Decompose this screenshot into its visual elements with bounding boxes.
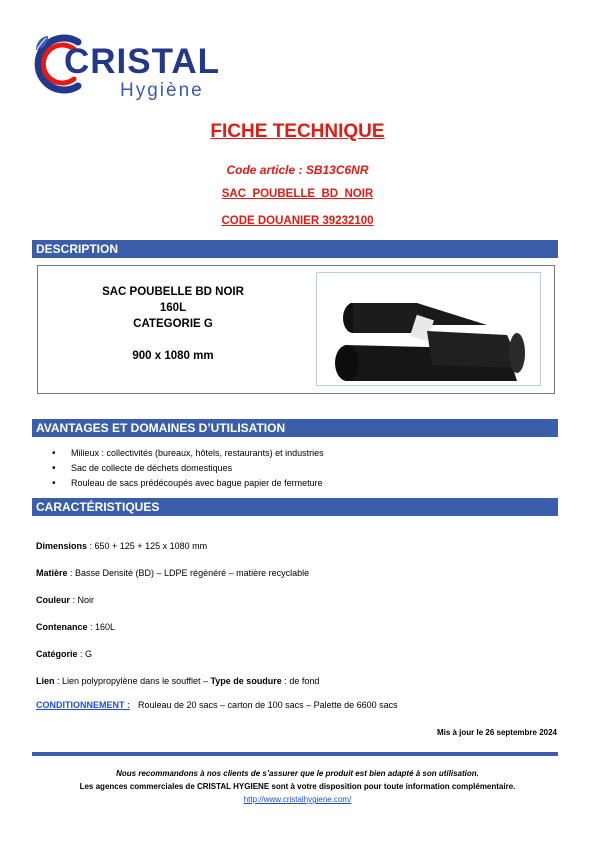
avantages-list [52,446,324,491]
spec-conditionnement [36,700,398,710]
spec-categorie [36,649,92,659]
spec-label: Couleur [36,595,71,605]
spec-label: Type de soudure [210,676,282,686]
list-item: • Milieux : collectivités (bureaux, hôtels, restaurants) et industries [52,446,324,461]
section-caracteristiques-heading: CARACTÉRISTIQUES [32,498,558,516]
description-line: CATEGORIE G [133,318,213,330]
footer-website-link[interactable]: http://www.cristalhygiene.com/ [243,795,352,804]
spec-label: Matière [36,568,68,578]
description-line: 160L [159,302,187,314]
spec-value: : 160L [87,622,116,632]
description-box [37,265,555,394]
description-text [38,284,308,364]
section-avantages-heading: AVANTAGES ET DOMAINES D’UTILISATION [32,419,558,437]
list-item: • Rouleau de sacs prédécoupés avec bague papier de fermeture [52,476,324,491]
customs-code: CODE DOUANIER 39232100 [221,215,374,227]
logo-brand: CRISTAL [64,42,221,81]
spec-matiere [36,568,309,578]
spec-value: : Noir [70,595,95,605]
trash-bag-roll-image [317,273,540,385]
product-reference: SAC_POUBELLE_BD_NOIR [221,188,374,200]
company-logo [34,34,234,104]
spec-value: : Lien polypropylène dans le soufflet – [54,676,211,686]
code-article: Code article : SB13C6NR [226,163,369,177]
spec-value: : de fond [281,676,320,686]
spec-label: Dimensions [36,541,88,551]
spec-couleur [36,595,94,605]
footer-divider [32,752,558,756]
spec-value: : G [77,649,93,659]
spec-value: : Basse Densité (BD) – LDPE régénéré – matière recyclable [67,568,310,578]
spec-lien [36,676,319,686]
footer-contact: Les agences commerciales de CRISTAL HYGIENE sont à votre disposition pour toute information complémentaire. [79,782,516,791]
spec-value: : 650 + 125 + 125 x 1080 mm [87,541,208,551]
product-photo [316,272,541,386]
footer-recommendation: Nous recommandons à nos clients de s’assurer que le produit est bien adapté à son utilisation. [116,769,479,778]
spec-value: Rouleau de 20 sacs – carton de 100 sacs – Palette de 6600 sacs [138,700,398,710]
spec-label: Catégorie [36,649,78,659]
description-line: SAC POUBELLE BD NOIR [102,286,244,298]
description-line [38,332,308,348]
spec-label: Lien [36,676,55,686]
spec-label: CONDITIONNEMENT : [36,700,130,710]
description-line: 900 x 1080 mm [132,350,214,362]
page-title: FICHE TECHNIQUE [210,121,385,142]
leaf-icon [34,34,50,52]
list-item: • Sac de collecte de déchets domestiques [52,461,324,476]
section-description-heading: DESCRIPTION [32,240,558,258]
spec-label: Contenance [36,622,88,632]
spec-contenance [36,622,115,632]
update-date: Mis à jour le 26 septembre 2024 [436,728,557,737]
spec-dimensions [36,541,207,551]
logo-subtitle: Hygiène [120,80,204,101]
